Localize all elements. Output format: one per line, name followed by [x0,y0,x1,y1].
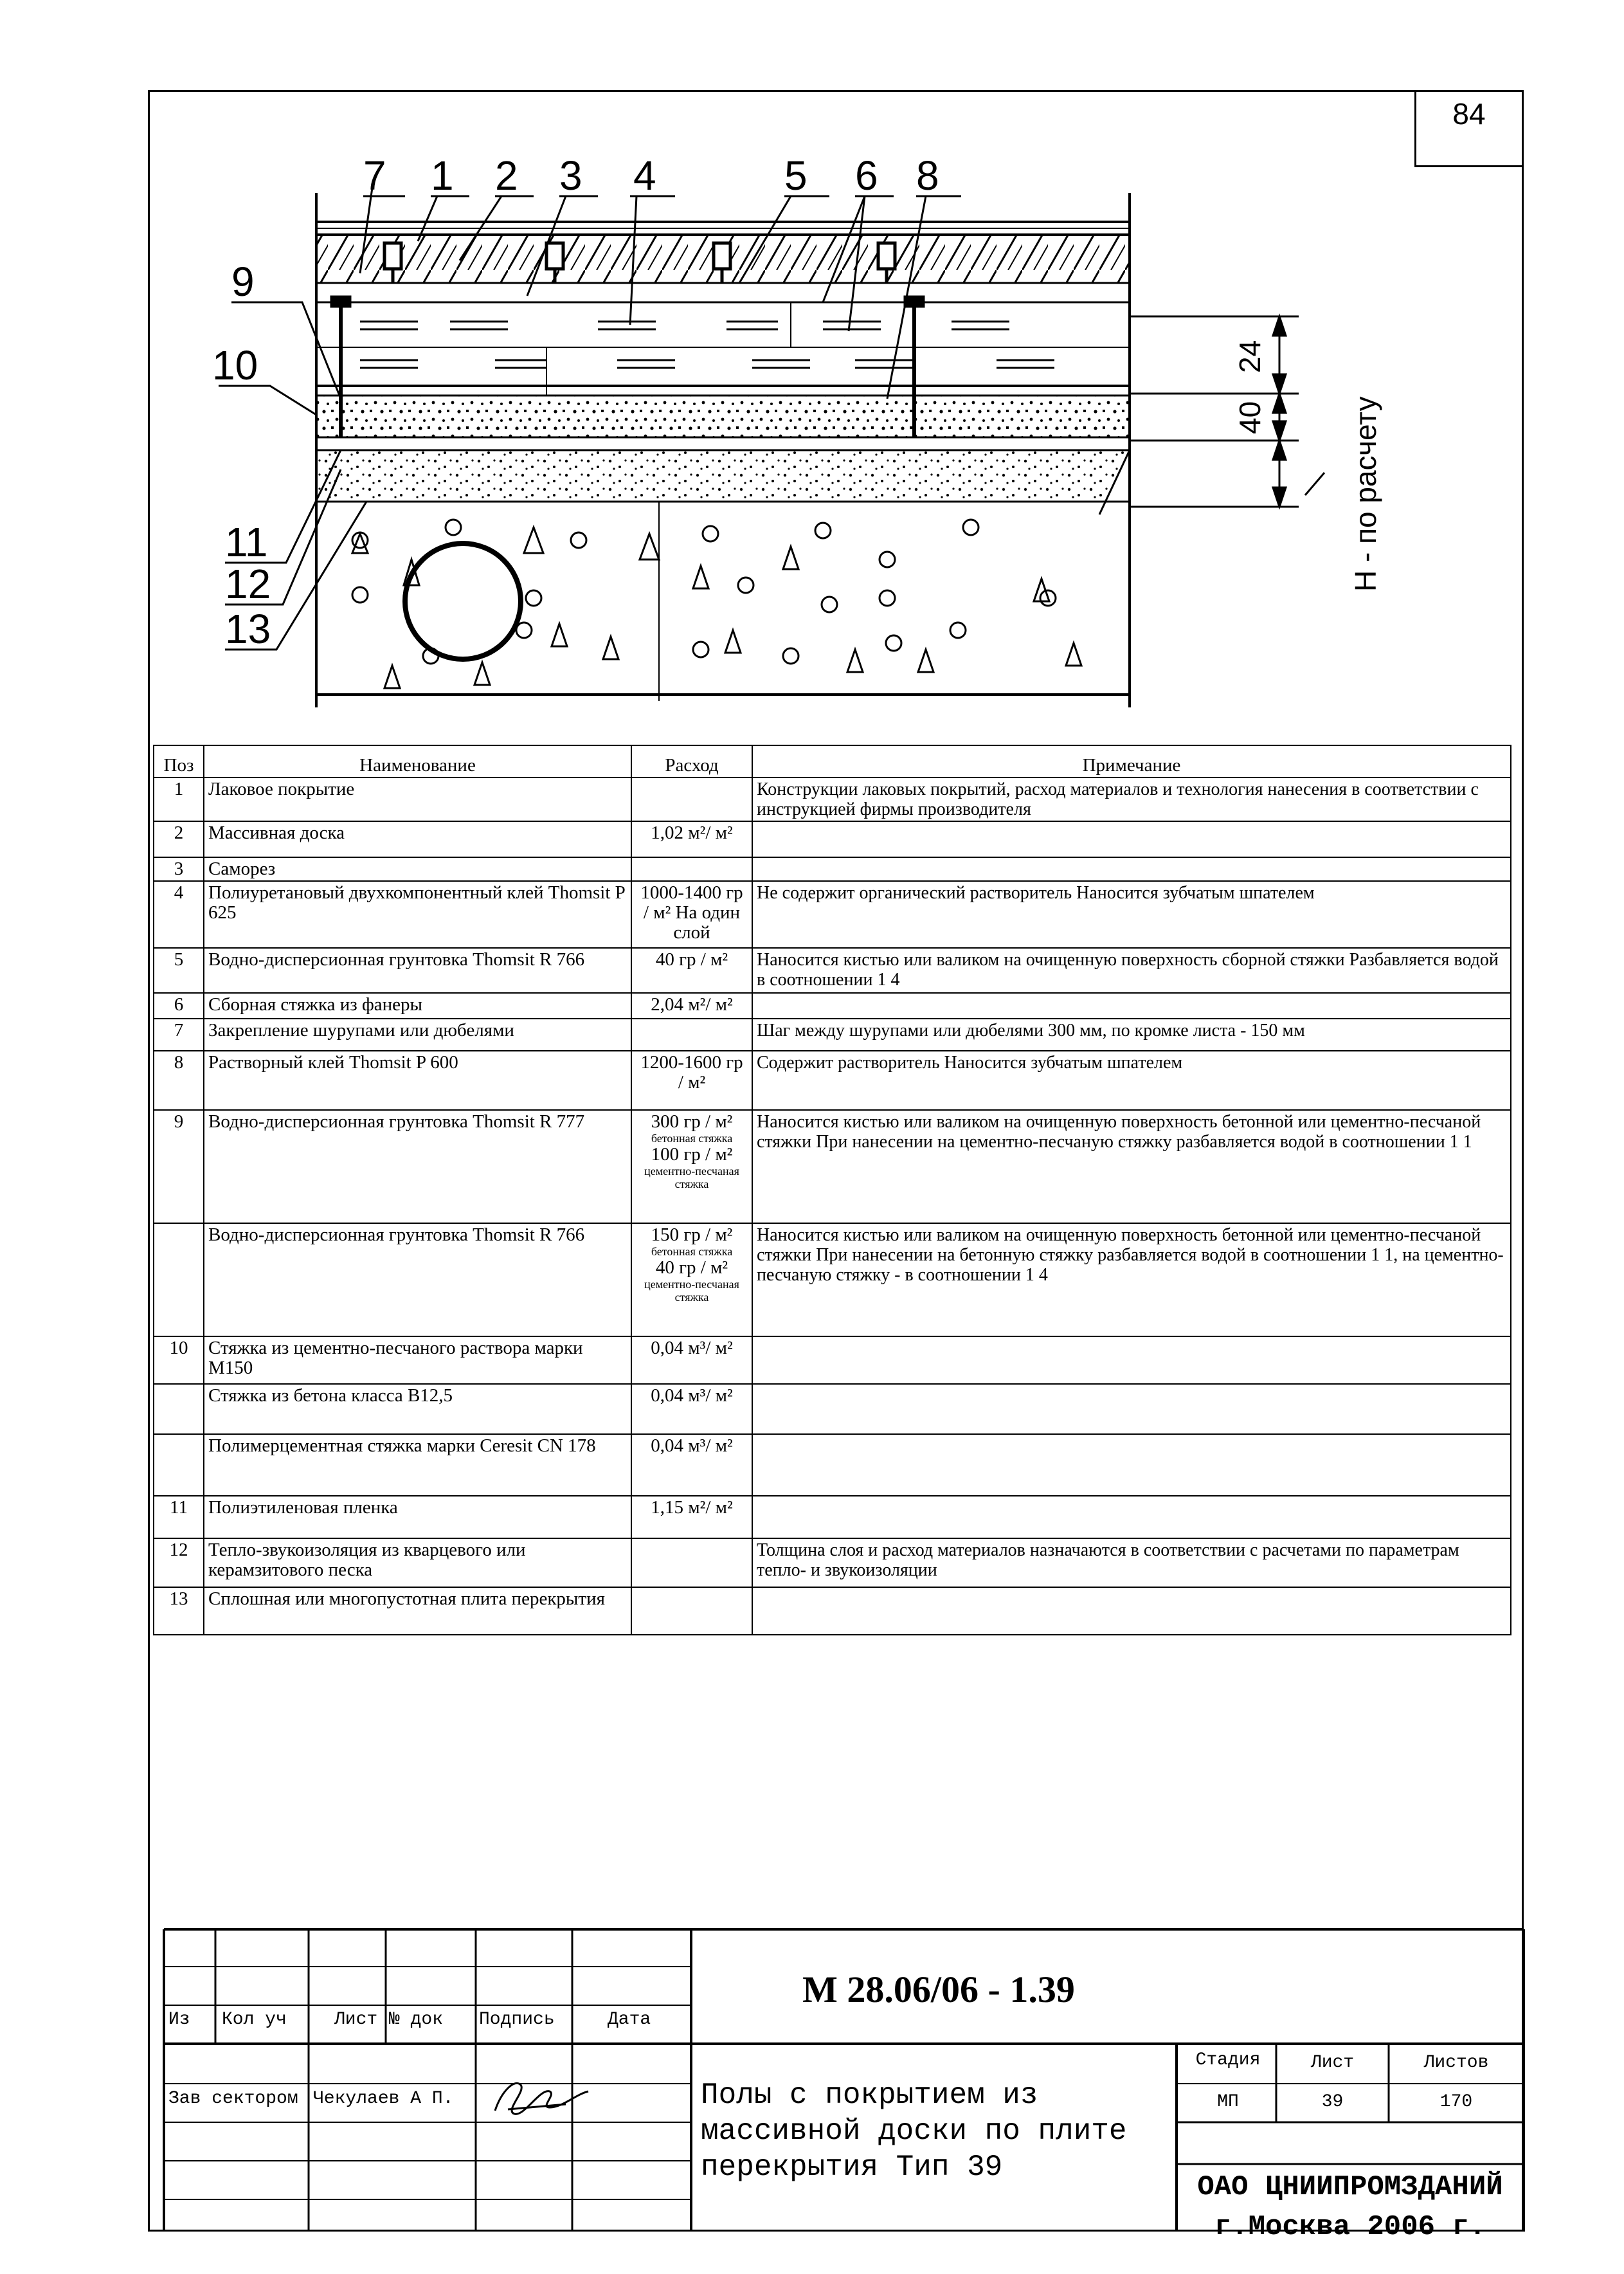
row-note: Шаг между шурупами или дюбелями 300 мм, по кромке листа - 150 мм [752,1019,1511,1051]
table-row [154,1110,1511,1223]
row-pos: 5 [154,948,204,993]
row-qty: 0,04 м³/ м² [631,1434,752,1496]
col-header-name: Наименование [204,745,631,778]
callout-13: 13 [225,606,271,652]
row-name: Тепло-звукоизоляция из кварцевого или керамзитового песка [204,1538,631,1587]
tb-sheet-label: Лист [1310,2053,1355,2073]
row-qty [631,1587,752,1635]
plywood-layer [316,302,1130,396]
row-pos: 2 [154,821,204,857]
row-note: Наносится кистью или валиком на очищенную поверхность сборной стяжки Разбавляется водой в соотношении 1 4 [752,948,1511,993]
org-city: г.Москва 2006 г. [1214,2211,1486,2243]
table-row [154,778,1511,821]
page-number: 84 [1452,97,1486,131]
callout-2: 2 [495,152,518,199]
organization [1177,2167,1524,2247]
row-qty [631,1110,752,1223]
qty-line: 100 гр / м² [651,1144,733,1165]
row-pos: 11 [154,1496,204,1538]
row-note: Содержит растворитель Наносится зубчатым шпателем [752,1051,1511,1110]
qty-subnote: цементно-песчаная стяжка [644,1278,739,1304]
table-row [154,1538,1511,1587]
row-note [752,1336,1511,1384]
pe-film-layer [316,437,1130,450]
row-qty: 0,04 м³/ м² [631,1384,752,1434]
row-name: Сплошная или многопустотная плита перекрытия [204,1587,631,1635]
dimension-labels [1233,340,1382,592]
tb-col-list: Лист [334,2010,378,2030]
row-pos [154,1434,204,1496]
dim-40: 40 [1233,401,1267,434]
document-code: М 28.06/06 - 1.39 [802,1969,1075,2010]
callout-11: 11 [225,519,268,565]
dimension-lines [1130,316,1324,507]
callout-4: 4 [633,152,656,199]
floor-section-drawing [148,90,1524,746]
qty-line: 150 гр / м² [651,1224,733,1245]
table-row [154,1496,1511,1538]
row-name: Массивная доска [204,821,631,857]
row-pos: 3 [154,857,204,881]
table-row [154,1434,1511,1496]
row-pos: 8 [154,1051,204,1110]
row-pos [154,1223,204,1336]
callout-6: 6 [855,152,878,199]
row-note: Не содержит органический растворитель Наносится зубчатым шпателем [752,881,1511,948]
row-qty [631,1538,752,1587]
qty-subnote: цементно-песчаная стяжка [644,1165,739,1190]
dim-24: 24 [1233,340,1267,373]
row-name: Саморез [204,857,631,881]
row-name: Водно-дисперсионная грунтовка Thomsit R 766 [204,1223,631,1336]
row-name: Водно-дисперсионная грунтовка Thomsit R 766 [204,948,631,993]
callout-9: 9 [231,259,255,305]
row-note [752,821,1511,857]
tb-col-podpis: Подпись [479,2010,555,2030]
slab-layer [316,502,1130,701]
qty-line: 300 гр / м² [651,1111,733,1132]
row-pos: 6 [154,993,204,1019]
row-pos: 4 [154,881,204,948]
qty-line: 40 гр / м² [655,1257,728,1278]
table-row [154,1051,1511,1110]
callout-12: 12 [225,561,271,607]
row-pos: 13 [154,1587,204,1635]
table-row [154,1223,1511,1336]
row-name: Полиэтиленовая пленка [204,1496,631,1538]
col-header-pos: Поз [154,745,204,778]
row-qty: 1,02 м²/ м² [631,821,752,857]
row-note: Толщина слоя и расход материалов назначаются в соответствии с расчетами по параметрам тепло- и звукоизоляции [752,1538,1511,1587]
row-name: Стяжка из бетона класса В12,5 [204,1384,631,1434]
row-qty [631,857,752,881]
document-title: Полы с покрытием из массивной доски по плите перекрытия Тип 39 [701,2078,1127,2184]
qty-subnote: бетонная стяжка [651,1245,733,1258]
row-note: Наносится кистью или валиком на очищенную поверхность бетонной или цементно-песчаной стяжки При нанесении на бетонную стяжку разбавляется водой в соотношении 1 1, на цементно-песчаную стяжку - в соотношении 1 4 [752,1223,1511,1336]
qty-subnote: бетонная стяжка [651,1132,733,1145]
tb-person: Чекулаев А П. [313,2089,454,2109]
tb-col-ndoc: № док [389,2010,444,2030]
table-header-row [154,745,1511,778]
tb-col-data: Дата [608,2010,651,2030]
spec-table [153,745,1511,1635]
table-row [154,821,1511,857]
table-row [154,1336,1511,1384]
table-row [154,1587,1511,1635]
row-note [752,857,1511,881]
row-note [752,1434,1511,1496]
table-row [154,948,1511,993]
row-name: Стяжка из цементно-песчаного раствора марки М150 [204,1336,631,1384]
row-note [752,993,1511,1019]
table-row [154,857,1511,881]
row-pos: 10 [154,1336,204,1384]
row-pos: 12 [154,1538,204,1587]
tb-sheets-label: Листов [1423,2053,1489,2073]
col-header-note: Примечание [752,745,1511,778]
tb-sheet: 39 [1321,2092,1344,2112]
row-pos: 7 [154,1019,204,1051]
row-pos [154,1384,204,1434]
row-qty: 1000-1400 гр / м² На один слой [631,881,752,948]
row-name: Закрепление шурупами или дюбелями [204,1019,631,1051]
row-qty: 0,04 м³/ м² [631,1336,752,1384]
row-name: Сборная стяжка из фанеры [204,993,631,1019]
table-row [154,1019,1511,1051]
callout-8: 8 [916,152,939,199]
tb-col-iz: Из [168,2010,190,2030]
row-name: Полимерцементная стяжка марки Ceresit CN 178 [204,1434,631,1496]
row-pos: 9 [154,1110,204,1223]
row-qty: 1200-1600 гр / м² [631,1051,752,1110]
row-qty: 1,15 м²/ м² [631,1496,752,1538]
row-name: Растворный клей Thomsit P 600 [204,1051,631,1110]
org-name: ОАО ЦНИИПРОМЗДАНИЙ [1197,2171,1503,2203]
row-qty [631,1019,752,1051]
callout-5: 5 [784,152,807,199]
row-name: Лаковое покрытие [204,778,631,821]
tb-stage-label: Стадия [1195,2050,1261,2070]
callout-1: 1 [431,152,454,199]
row-note [752,1587,1511,1635]
tb-sheets: 170 [1439,2092,1473,2112]
row-note: Конструкции лаковых покрытий, расход материалов и технология нанесения в соответствии с инструкцией фирмы производителя [752,778,1511,821]
row-qty: 40 гр / м² [631,948,752,993]
tb-stage: МП [1217,2092,1239,2112]
dim-h: H - по расчету [1349,396,1382,592]
row-note [752,1496,1511,1538]
callout-3: 3 [559,152,582,199]
callout-10: 10 [212,342,258,388]
col-header-qty: Расход [631,745,752,778]
row-pos: 1 [154,778,204,821]
tb-role: Зав сектором [168,2089,298,2109]
screed-layer [316,396,1130,437]
row-note: Наносится кистью или валиком на очищенную поверхность бетонной или цементно-песчаной стяжки При нанесении на цементно-песчаную стяжку разбавляется водой в соотношении 1 1 [752,1110,1511,1223]
row-qty [631,778,752,821]
row-name: Полиуретановый двухкомпонентный клей Thomsit P 625 [204,881,631,948]
callout-7: 7 [363,152,386,199]
table-row [154,1384,1511,1434]
table-row [154,993,1511,1019]
row-qty [631,1223,752,1336]
row-qty: 2,04 м²/ м² [631,993,752,1019]
row-note [752,1384,1511,1434]
row-name: Водно-дисперсионная грунтовка Thomsit R 777 [204,1110,631,1223]
tb-col-kol: Кол уч [222,2010,287,2030]
table-row [154,881,1511,948]
